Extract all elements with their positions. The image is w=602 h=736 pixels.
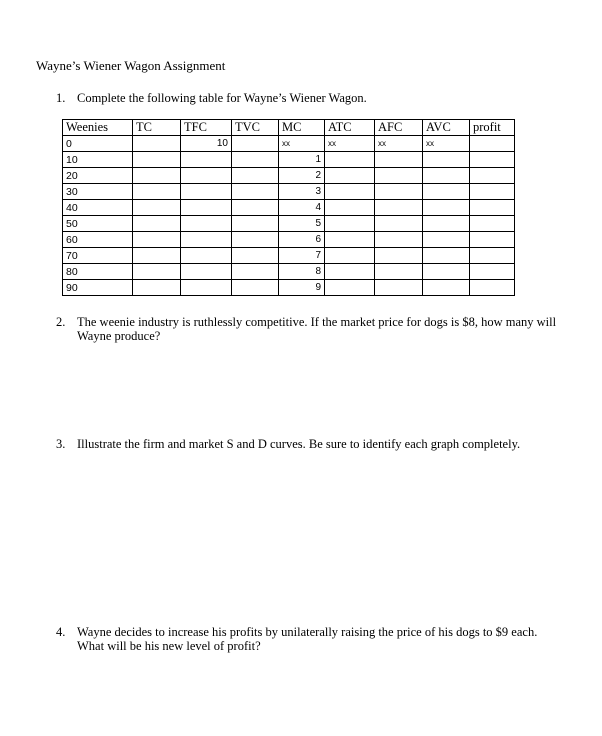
- cell-tc: [133, 264, 181, 280]
- cell-weenies: 20: [63, 168, 133, 184]
- table-row: [63, 184, 515, 200]
- cell-tc: [133, 168, 181, 184]
- table-row: [63, 248, 515, 264]
- cell-tfc: [181, 232, 232, 248]
- cell-afc: [375, 280, 423, 296]
- cell-tvc: [232, 216, 279, 232]
- table-row: [63, 232, 515, 248]
- cell-weenies: 90: [63, 280, 133, 296]
- cell-tfc: [181, 216, 232, 232]
- cell-afc: xx: [375, 136, 423, 152]
- cell-avc: [423, 248, 470, 264]
- cell-avc: [423, 184, 470, 200]
- question-text: Complete the following table for Wayne’s Wiener Wagon.: [77, 91, 367, 105]
- cell-afc: [375, 184, 423, 200]
- table-row: [63, 264, 515, 280]
- cell-tc: [133, 280, 181, 296]
- header-afc: AFC: [375, 120, 423, 136]
- cell-mc: 1: [279, 152, 325, 168]
- cell-profit: [470, 216, 515, 232]
- header-weenies: Weenies: [63, 120, 133, 136]
- cell-tvc: [232, 280, 279, 296]
- cell-mc: 9: [279, 280, 325, 296]
- cell-afc: [375, 200, 423, 216]
- header-tvc: TVC: [232, 120, 279, 136]
- cell-atc: [325, 184, 375, 200]
- cell-profit: [470, 264, 515, 280]
- cell-avc: [423, 232, 470, 248]
- cell-tvc: [232, 248, 279, 264]
- cell-profit: [470, 152, 515, 168]
- header-profit: profit: [470, 120, 515, 136]
- header-mc: MC: [279, 120, 325, 136]
- question-number: 4.: [56, 625, 66, 639]
- cell-tfc: [181, 200, 232, 216]
- cell-tvc: [232, 168, 279, 184]
- cell-mc: 5: [279, 216, 325, 232]
- cell-afc: [375, 248, 423, 264]
- cell-mc: 2: [279, 168, 325, 184]
- cell-avc: [423, 200, 470, 216]
- cell-mc: 4: [279, 200, 325, 216]
- question-4: [56, 625, 556, 657]
- cell-tvc: [232, 232, 279, 248]
- cell-atc: [325, 248, 375, 264]
- cell-tvc: [232, 136, 279, 152]
- cell-tvc: [232, 200, 279, 216]
- cell-weenies: 40: [63, 200, 133, 216]
- cell-tc: [133, 152, 181, 168]
- header-atc: ATC: [325, 120, 375, 136]
- cell-profit: [470, 168, 515, 184]
- question-text: The weenie industry is ruthlessly competitive. If the market price for dogs is $8, how many will Wayne produce?: [77, 315, 557, 343]
- question-text: Illustrate the firm and market S and D curves. Be sure to identify each graph completely.: [77, 437, 521, 451]
- table-row: [63, 216, 515, 232]
- cell-atc: [325, 152, 375, 168]
- header-tfc: TFC: [181, 120, 232, 136]
- cell-mc: 6: [279, 232, 325, 248]
- cell-tc: [133, 232, 181, 248]
- cell-weenies: 0: [63, 136, 133, 152]
- cell-avc: [423, 264, 470, 280]
- cell-tfc: 10: [181, 136, 232, 152]
- question-number: 2.: [56, 315, 66, 329]
- question-2: [56, 315, 556, 347]
- cell-tc: [133, 216, 181, 232]
- cell-tfc: [181, 248, 232, 264]
- question-number: 1.: [56, 91, 66, 105]
- cell-tfc: [181, 280, 232, 296]
- cell-atc: [325, 232, 375, 248]
- cell-afc: [375, 152, 423, 168]
- header-avc: AVC: [423, 120, 470, 136]
- cell-afc: [375, 216, 423, 232]
- cell-avc: [423, 168, 470, 184]
- table-row: [63, 168, 515, 184]
- cell-mc: 7: [279, 248, 325, 264]
- cell-mc: 8: [279, 264, 325, 280]
- cell-tfc: [181, 184, 232, 200]
- cell-tfc: [181, 152, 232, 168]
- cell-profit: [470, 136, 515, 152]
- cell-atc: [325, 168, 375, 184]
- document-title: Wayne’s Wiener Wagon Assignment: [36, 58, 226, 73]
- cell-atc: [325, 216, 375, 232]
- cell-weenies: 70: [63, 248, 133, 264]
- cell-afc: [375, 232, 423, 248]
- cell-tc: [133, 200, 181, 216]
- cell-atc: xx: [325, 136, 375, 152]
- cell-weenies: 80: [63, 264, 133, 280]
- question-1: [56, 91, 556, 107]
- cell-avc: xx: [423, 136, 470, 152]
- table-header-row: [63, 120, 515, 136]
- cell-afc: [375, 264, 423, 280]
- cell-atc: [325, 264, 375, 280]
- cell-weenies: 50: [63, 216, 133, 232]
- cell-tc: [133, 248, 181, 264]
- cell-profit: [470, 248, 515, 264]
- cost-table: [62, 119, 515, 296]
- cell-mc: xx: [279, 136, 325, 152]
- cell-avc: [423, 216, 470, 232]
- cell-tvc: [232, 184, 279, 200]
- cell-tc: [133, 136, 181, 152]
- table-row: [63, 200, 515, 216]
- cell-avc: [423, 280, 470, 296]
- cell-tfc: [181, 264, 232, 280]
- cell-weenies: 60: [63, 232, 133, 248]
- cell-avc: [423, 152, 470, 168]
- question-3: [56, 437, 596, 453]
- header-tc: TC: [133, 120, 181, 136]
- table-row: [63, 152, 515, 168]
- table-row: [63, 136, 515, 152]
- table-row: [63, 280, 515, 296]
- cell-profit: [470, 184, 515, 200]
- cell-tvc: [232, 264, 279, 280]
- cell-tc: [133, 184, 181, 200]
- cell-atc: [325, 280, 375, 296]
- cell-tfc: [181, 168, 232, 184]
- cell-profit: [470, 200, 515, 216]
- cell-profit: [470, 280, 515, 296]
- cell-tvc: [232, 152, 279, 168]
- question-text: Wayne decides to increase his profits by unilaterally raising the price of his dogs to $9 each. What will be his new level of profit?: [77, 625, 538, 653]
- cell-mc: 3: [279, 184, 325, 200]
- cell-weenies: 30: [63, 184, 133, 200]
- cell-atc: [325, 200, 375, 216]
- question-number: 3.: [56, 437, 66, 451]
- cell-weenies: 10: [63, 152, 133, 168]
- cell-profit: [470, 232, 515, 248]
- cell-afc: [375, 168, 423, 184]
